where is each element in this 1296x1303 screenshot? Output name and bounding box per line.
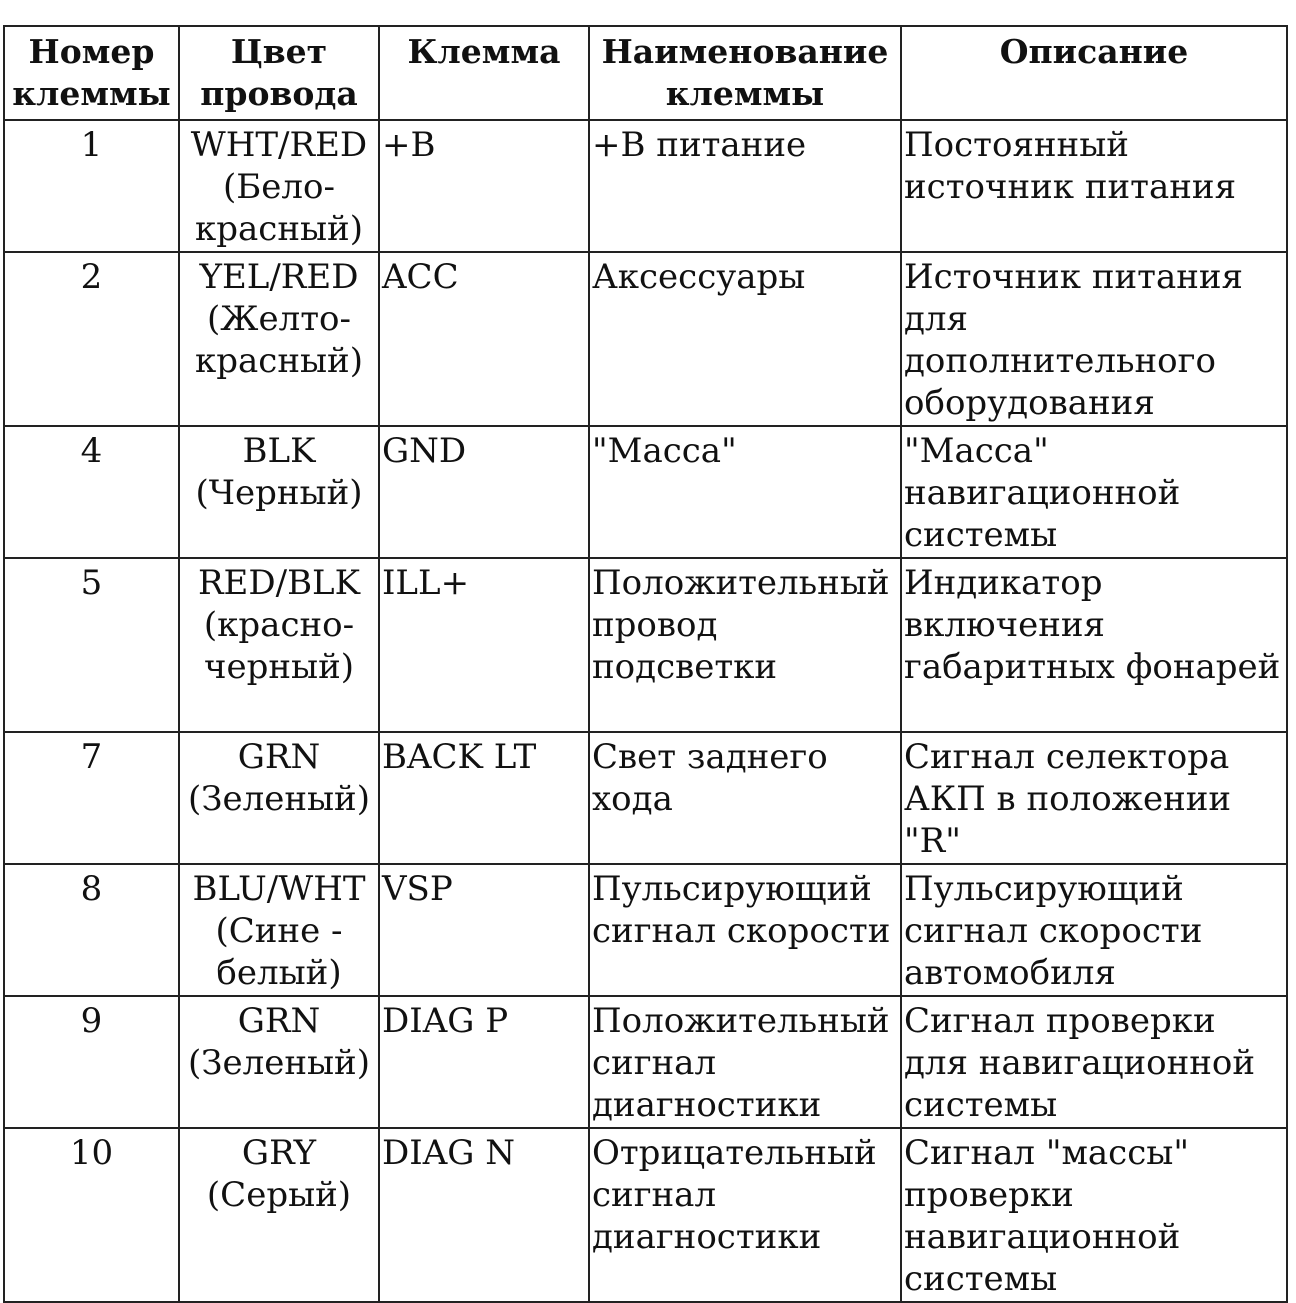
terminal-name-cell: +B питание: [589, 120, 901, 252]
terminal-name-cell: Положительный провод подсветки: [589, 558, 901, 732]
pin-number-cell: 2: [4, 252, 179, 426]
description-cell: Сигнал селектора АКП в положении "R": [901, 732, 1287, 864]
table-row: [4, 864, 1287, 996]
table-row: [4, 732, 1287, 864]
pin-number-cell: 8: [4, 864, 179, 996]
header-pin-number: Номер клеммы: [4, 26, 179, 120]
description-cell: Постоянный источник питания: [901, 120, 1287, 252]
terminal-cell: DIAG P: [379, 996, 589, 1128]
description-cell: Сигнал "массы" проверки навигационной системы: [901, 1128, 1287, 1302]
table-row: [4, 996, 1287, 1128]
description-cell: "Масса" навигационной системы: [901, 426, 1287, 558]
terminal-name-cell: Свет заднего хода: [589, 732, 901, 864]
terminal-cell: +B: [379, 120, 589, 252]
description-cell: Индикатор включения габаритных фонарей: [901, 558, 1287, 732]
header-terminal: Клемма: [379, 26, 589, 120]
wire-color-cell: WHT/RED (Бело-красный): [179, 120, 379, 252]
table-row: [4, 120, 1287, 252]
table-header-row: [4, 26, 1287, 120]
terminal-cell: ILL+: [379, 558, 589, 732]
terminal-cell: BACK LT: [379, 732, 589, 864]
pin-number-cell: 5: [4, 558, 179, 732]
description-cell: Источник питания для дополнительного оборудования: [901, 252, 1287, 426]
pinout-table: [3, 25, 1288, 1303]
wire-color-cell: BLK (Черный): [179, 426, 379, 558]
terminal-cell: ACC: [379, 252, 589, 426]
terminal-name-cell: Аксессуары: [589, 252, 901, 426]
pin-number-cell: 9: [4, 996, 179, 1128]
header-wire-color: Цвет провода: [179, 26, 379, 120]
terminal-name-cell: Отрицательный сигнал диагностики: [589, 1128, 901, 1302]
terminal-name-cell: Пульсирующий сигнал скорости: [589, 864, 901, 996]
terminal-name-cell: Положительный сигнал диагностики: [589, 996, 901, 1128]
pin-number-cell: 1: [4, 120, 179, 252]
terminal-name-cell: "Масса": [589, 426, 901, 558]
description-cell: Пульсирующий сигнал скорости автомобиля: [901, 864, 1287, 996]
pin-number-cell: 10: [4, 1128, 179, 1302]
wire-color-cell: RED/BLK (красно-черный): [179, 558, 379, 732]
wire-color-cell: GRN (Зеленый): [179, 732, 379, 864]
terminal-cell: VSP: [379, 864, 589, 996]
wire-color-cell: YEL/RED (Желто-красный): [179, 252, 379, 426]
pin-number-cell: 7: [4, 732, 179, 864]
table-row: [4, 558, 1287, 732]
terminal-cell: GND: [379, 426, 589, 558]
description-cell: Сигнал проверки для навигационной системы: [901, 996, 1287, 1128]
pin-number-cell: 4: [4, 426, 179, 558]
wire-color-cell: GRN (Зеленый): [179, 996, 379, 1128]
terminal-cell: DIAG N: [379, 1128, 589, 1302]
wire-color-cell: BLU/WHT (Сине - белый): [179, 864, 379, 996]
table-row: [4, 1128, 1287, 1302]
table-row: [4, 426, 1287, 558]
header-description: Описание: [901, 26, 1287, 120]
header-terminal-name: Наименование клеммы: [589, 26, 901, 120]
table-row: [4, 252, 1287, 426]
wire-color-cell: GRY (Серый): [179, 1128, 379, 1302]
